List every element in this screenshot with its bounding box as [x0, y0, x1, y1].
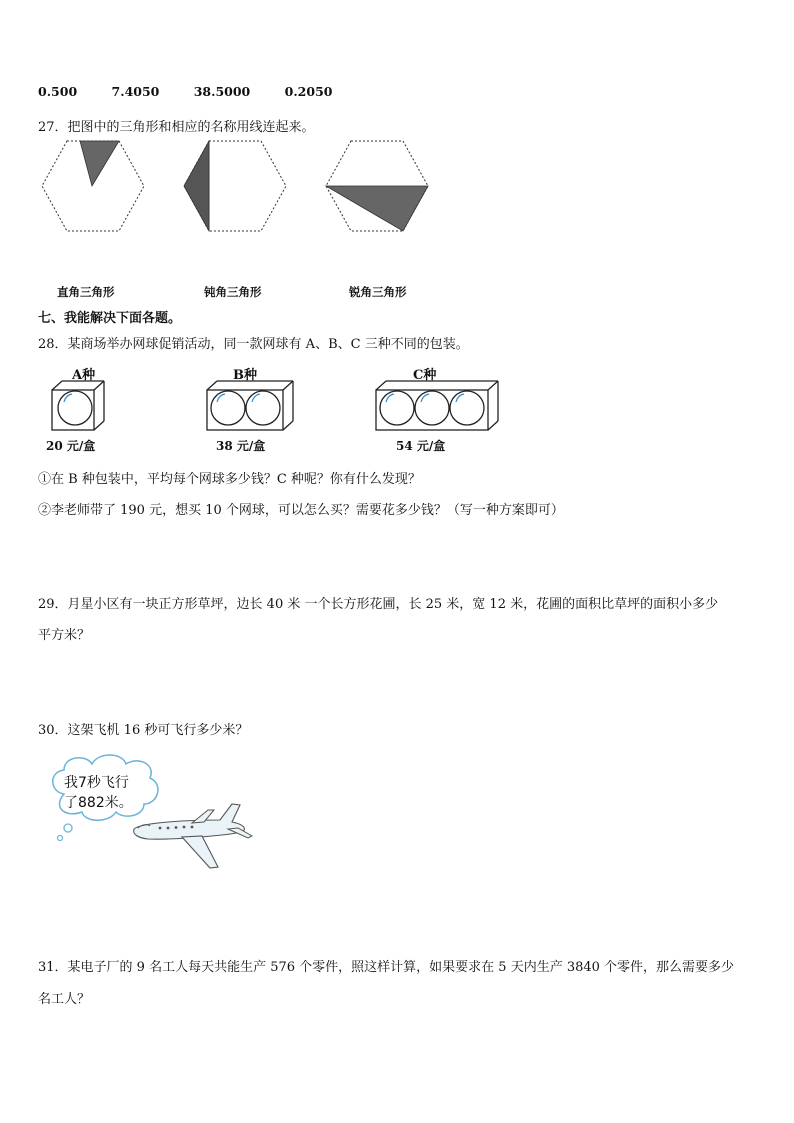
package-b-box: [203, 378, 299, 434]
airplane-illustration: [42, 752, 258, 876]
label-acute-triangle: 锐角三角形: [349, 285, 407, 299]
question-29-line-2: 平方米？: [38, 628, 91, 643]
package-b-price: 38 元/盒: [216, 439, 266, 453]
question-31-line-1: 31．某电子厂的 9 名工人每天共能生产 576 个零件，照这样计算，如果要求在 5 天内生产 3840 个零件，那么需要多少: [38, 960, 735, 975]
question-31-line-2: 名工人？: [38, 992, 91, 1007]
question-28-part-1: ①在 B 种包装中，平均每个网球多少钱？C 种呢？你有什么发现？: [38, 472, 421, 487]
package-a-price: 20 元/盒: [46, 439, 96, 453]
section-heading: 七、我能解决下面各题。: [38, 311, 182, 326]
bubble-line-2: 了882米。: [64, 795, 133, 811]
number-2: 7.4050: [111, 84, 160, 99]
package-c-label: C种: [413, 368, 437, 383]
question-28-part-2: ②李老师带了 190 元，想买 10 个网球，可以怎么买？需要花多少钱？（写一种方案即可）: [38, 503, 564, 518]
hexagon-figure-1: [40, 138, 146, 234]
number-list: [38, 84, 362, 99]
label-right-triangle: 直角三角形: [57, 285, 115, 299]
hexagon-figure-3: [324, 138, 430, 234]
label-obtuse-triangle: 钝角三角形: [204, 285, 262, 299]
package-a-label: A种: [72, 368, 96, 383]
question-29-line-1: 29．月星小区有一块正方形草坪，边长 40 米 一个长方形花圃，长 25 米，宽 12 米，花圃的面积比草坪的面积小多少: [38, 597, 719, 612]
bubble-line-1: 我7秒飞行: [64, 775, 129, 791]
question-28: 28．某商场举办网球促销活动，同一款网球有 A、B、C 三种不同的包装。: [38, 337, 469, 352]
question-27: 27．把图中的三角形和相应的名称用线连起来。: [38, 120, 315, 135]
package-c-box: [372, 378, 502, 434]
hexagon-figure-2: [182, 138, 288, 234]
number-3: 38.5000: [193, 84, 251, 99]
number-1: 0.500: [38, 84, 78, 99]
package-c-price: 54 元/盒: [396, 439, 446, 453]
question-30: 30．这架飞机 16 秒可飞行多少米？: [38, 723, 249, 738]
number-4: 0.2050: [284, 84, 333, 99]
package-a-box: [48, 378, 108, 434]
package-b-label: B种: [233, 368, 257, 383]
